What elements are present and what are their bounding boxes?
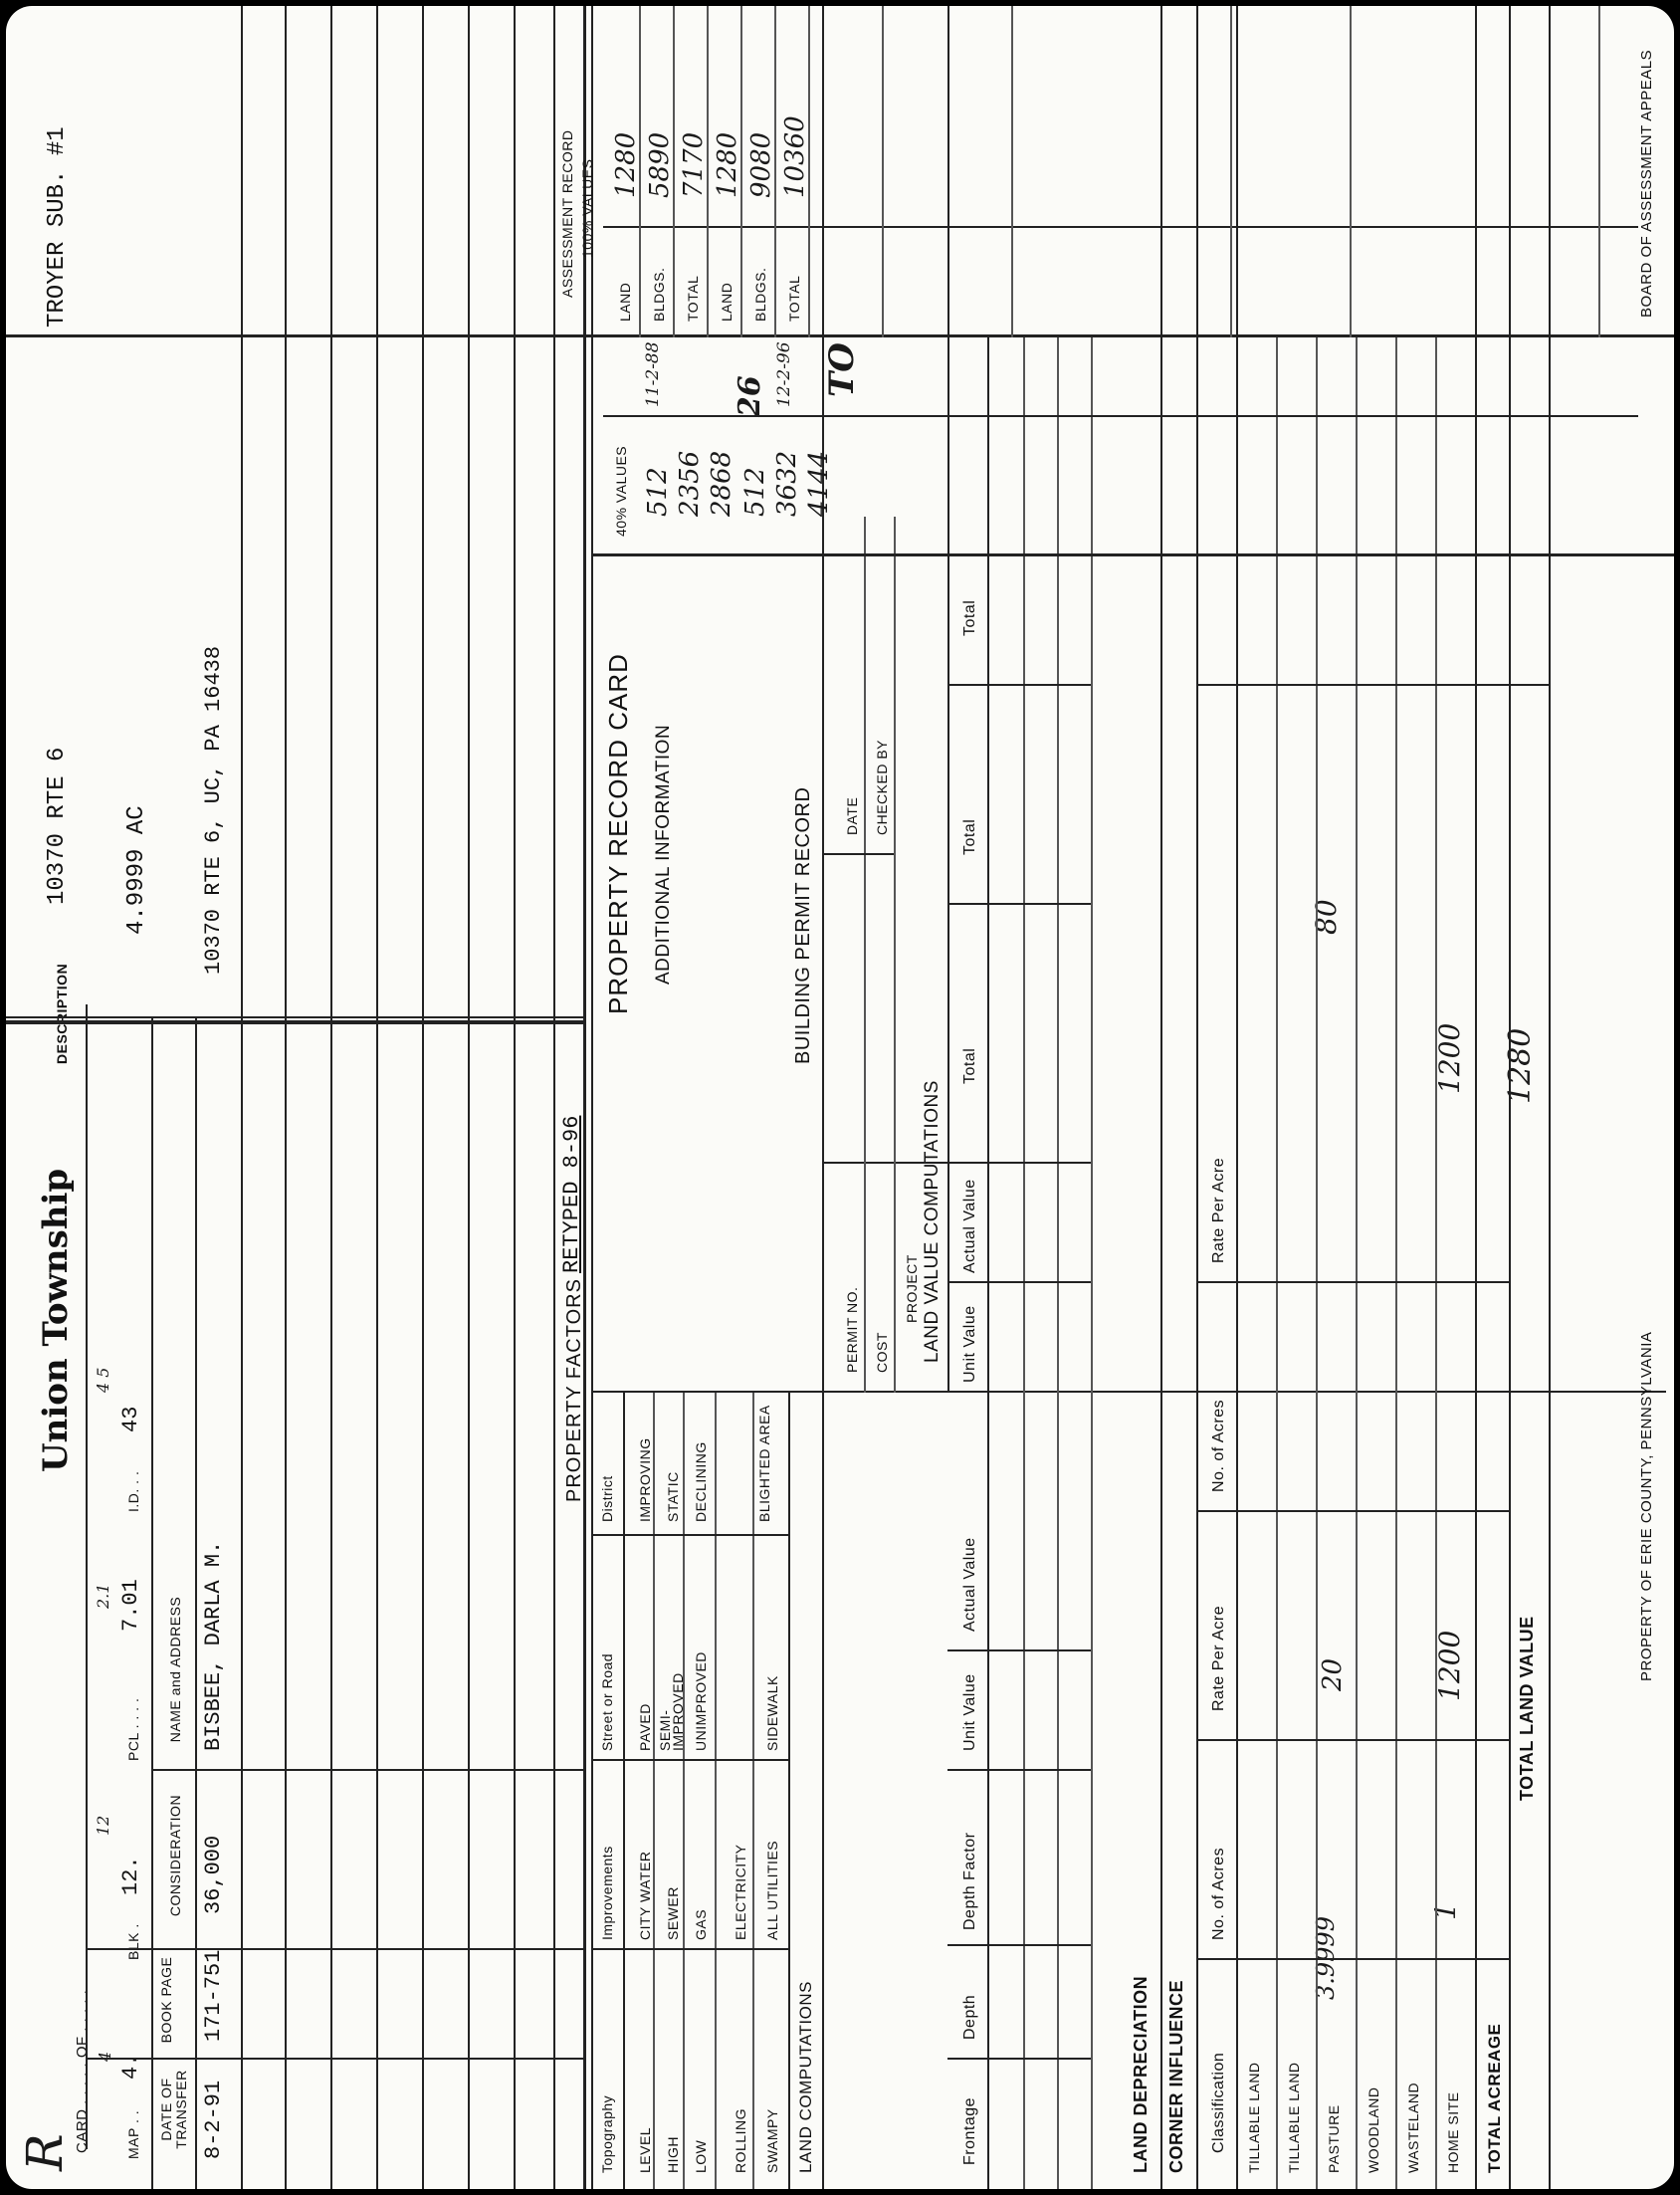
total-land-value-label: TOTAL LAND VALUE <box>1517 1616 1537 1801</box>
map-label: MAP . . <box>125 2109 141 2159</box>
township-name: Union Township <box>36 1168 76 1472</box>
pcl-label: PCL . . . . <box>125 1697 141 1761</box>
property-factors-title: PROPERTY FACTORS <box>563 1278 585 1502</box>
pf-semi-improved: SEMI-IMPROVED <box>657 1672 686 1751</box>
pf-gas: GAS <box>693 1908 709 1940</box>
v40-to-mark: TO <box>822 342 862 397</box>
subdivision: TROYER SUB. #1 <box>44 126 71 328</box>
map-super: 4 <box>96 2051 114 2062</box>
pf-hdr-topography: Topography <box>599 2094 615 2173</box>
pf-city-water: CITY WATER <box>637 1851 653 1940</box>
pf-hdr-street: Street or Road <box>599 1652 615 1751</box>
ar-land-1: LAND <box>617 282 633 322</box>
building-permit-title: BUILDING PERMIT RECORD <box>792 786 814 1064</box>
land-depreciation-title: LAND DEPRECIATION <box>1131 1975 1151 2173</box>
description-address: 10370 RTE 6 <box>44 747 71 905</box>
transfer-consideration: 36,000 <box>201 1835 226 1914</box>
retyped-stamp: RETYPED 8-96 <box>559 1115 584 1273</box>
ld-row-tillable-2: TILLABLE LAND <box>1286 2062 1302 2173</box>
lc-hdr-actual-value: Actual Value <box>961 1537 978 1632</box>
transfer-book: 171-751 <box>201 1949 226 2042</box>
ld-pasture-rate: 20 <box>1318 1657 1348 1691</box>
pf-blighted-area: BLIGHTED AREA <box>756 1405 772 1522</box>
permit-checked-label: CHECKED BY <box>874 739 890 835</box>
pf-improving: IMPROVING <box>637 1437 653 1522</box>
v40-6: 4144 <box>804 450 834 517</box>
permit-no-label: PERMIT NO. <box>844 1286 860 1373</box>
pf-level: LEVEL <box>637 2126 653 2173</box>
description-label: DESCRIPTION <box>54 963 70 1064</box>
ar-land-2: LAND <box>719 282 735 322</box>
ar-val-5: 9080 <box>746 131 776 198</box>
assessment-subheader: 100% VALUES <box>579 158 595 258</box>
record-card-title: PROPERTY RECORD CARD <box>603 653 633 1014</box>
pf-high: HIGH <box>665 2136 681 2173</box>
transfer-date: 8-2-91 <box>201 2080 226 2159</box>
v40-1: 512 <box>643 467 673 517</box>
blk-super: 12 <box>94 1815 112 1836</box>
ld-home-rate: 1200 <box>1433 1630 1466 1701</box>
lc-hdr-total-3: Total <box>961 599 978 636</box>
ld-row-woodland: WOODLAND <box>1365 2086 1381 2173</box>
blk-label: BLK . <box>125 1923 141 1960</box>
property-record-card <box>6 6 1674 2189</box>
lc-hdr-depth-factor: Depth Factor <box>961 1832 978 1930</box>
pf-electricity: ELECTRICITY <box>733 1844 748 1940</box>
v40-3: 2868 <box>707 450 736 517</box>
v40-2: 2356 <box>675 450 705 517</box>
pf-hdr-district: District <box>599 1475 615 1522</box>
acreage: 4.9999 AC <box>123 805 150 935</box>
ld-row-home-site: HOME SITE <box>1445 2091 1461 2173</box>
ar-val-4: 1280 <box>713 131 742 198</box>
permit-cost-label: COST <box>874 1332 890 1373</box>
pf-declining: DECLINING <box>693 1441 709 1522</box>
lc-hdr-unit-value: Unit Value <box>961 1673 978 1751</box>
lc-hdr-depth: Depth <box>961 1994 978 2040</box>
ar-val-1: 1280 <box>611 131 641 198</box>
id-super: 4 5 <box>94 1367 112 1393</box>
pf-paved: PAVED <box>637 1703 653 1751</box>
total-land-value: 1280 <box>1503 1027 1538 1104</box>
transfer-name: BISBEE, DARLA M. <box>201 1540 226 1751</box>
footer-left: PROPERTY OF ERIE COUNTY, PENNSYLVANIA <box>1638 1331 1655 1681</box>
footer-right: BOARD OF ASSESSMENT APPEALS <box>1638 49 1655 318</box>
pf-swampy: SWAMPY <box>764 2108 780 2173</box>
card-label: CARD . . . . . OF . . . . . <box>74 1989 91 2153</box>
pcl-super: 2.1 <box>94 1583 112 1609</box>
permit-date-label: DATE <box>844 796 860 835</box>
lc-hdr-total-1: Total <box>961 1047 978 1084</box>
corner-mark: R <box>16 2133 74 2171</box>
ar-total-2: TOTAL <box>786 275 802 322</box>
hdr-date-of-transfer: DATE OF TRANSFER <box>158 2070 189 2149</box>
card-sheet <box>6 6 1674 2189</box>
pf-rolling: ROLLING <box>733 2108 748 2173</box>
hdr-name-address: NAME and ADDRESS <box>167 1596 183 1743</box>
pf-low: LOW <box>693 2139 709 2173</box>
ld-row-tillable-1: TILLABLE LAND <box>1246 2062 1262 2173</box>
ar-val-6: 10360 <box>780 115 810 198</box>
ld-hdr-rate: Rate Per Acre <box>1210 1605 1227 1711</box>
ld-row-total-acreage: TOTAL ACREAGE <box>1485 2023 1504 2173</box>
corner-influence-title: CORNER INFLUENCE <box>1166 1979 1186 2173</box>
land-computations-title: LAND COMPUTATIONS <box>796 1981 815 2173</box>
ld-hdr-rate-2: Rate Per Acre <box>1210 1157 1227 1263</box>
ar-val-2: 5890 <box>645 131 675 198</box>
id-value: 43 <box>118 1406 143 1432</box>
ar-val-3: 7170 <box>679 131 709 198</box>
pf-all-utilities: ALL UTILITIES <box>764 1840 780 1940</box>
ld-hdr-classification: Classification <box>1210 2052 1227 2153</box>
ld-home-total: 1200 <box>1433 1022 1466 1094</box>
id-label: I.D. . . <box>125 1470 141 1512</box>
v40-date-1: 11-2-88 <box>643 341 663 407</box>
hdr-consideration: CONSIDERATION <box>167 1794 183 1917</box>
pcl-value: 7.01 <box>118 1579 143 1632</box>
assessment-header: ASSESSMENT RECORD <box>559 129 575 298</box>
lc-hdr-frontage: Frontage <box>961 2096 978 2165</box>
blk-value: 12. <box>118 1856 143 1895</box>
ld-hdr-acres-2: No. of Acres <box>1210 1399 1227 1492</box>
map-value: 4. <box>118 2053 143 2080</box>
pf-static: STATIC <box>665 1471 681 1522</box>
ar-bldgs-1: BLDGS. <box>651 267 667 322</box>
v40-4: 512 <box>740 467 770 517</box>
transfer-address: 10370 RTE 6, UC, PA 16438 <box>201 645 226 975</box>
ar-total-1: TOTAL <box>685 275 701 322</box>
v40-date-2: 12-2-96 <box>774 341 794 407</box>
ld-home-acres: 1 <box>1429 1902 1462 1920</box>
additional-info: ADDITIONAL INFORMATION <box>653 724 674 985</box>
land-value-computations-title: LAND VALUE COMPUTATIONS <box>922 1080 943 1363</box>
hdr-book-page: BOOK PAGE <box>158 1956 174 2044</box>
ld-row-wasteland: WASTELAND <box>1405 2082 1421 2173</box>
pf-sewer: SEWER <box>665 1886 681 1940</box>
lc-hdr-actual-value-2: Actual Value <box>961 1179 978 1273</box>
v40-5: 3632 <box>772 450 802 517</box>
permit-project-label: PROJECT <box>904 1254 920 1323</box>
ld-pasture-acres: 3.9999 <box>1312 1916 1340 2000</box>
pf-unimproved: UNIMPROVED <box>693 1651 709 1751</box>
ld-row-pasture: PASTURE <box>1326 2104 1342 2173</box>
lc-hdr-unit-value-2: Unit Value <box>961 1305 978 1383</box>
pf-sidewalk: SIDEWALK <box>764 1675 780 1751</box>
v40-mark-26: 26 <box>733 375 767 417</box>
lc-hdr-total-2: Total <box>961 818 978 855</box>
pf-hdr-improvements: Improvements <box>599 1846 615 1940</box>
ld-hdr-acres: No. of Acres <box>1210 1847 1227 1940</box>
ld-pasture-total: 80 <box>1310 899 1343 935</box>
values-40-header: 40% VALUES <box>613 445 629 537</box>
ar-bldgs-2: BLDGS. <box>752 267 768 322</box>
